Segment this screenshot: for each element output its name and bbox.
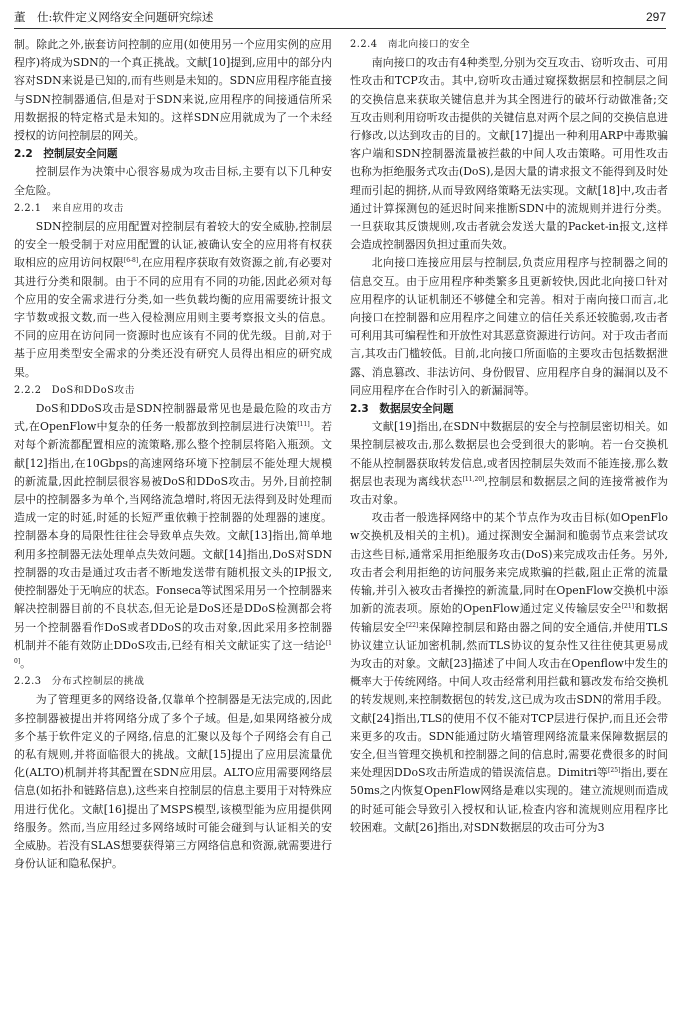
citation: [10] (14, 639, 332, 665)
running-title: 董 仕:软件定义网络安全问题研究综述 (14, 10, 214, 24)
page-number: 297 (645, 10, 666, 24)
citation: [22] (405, 621, 419, 629)
subsection-heading: 2.2.3 分布式控制层的挑战 (14, 676, 145, 688)
paragraph: DoS和DDoS攻击是SDN控制器最常见也是最危险的攻击方式,在OpenFlow中复杂的任务一般都放到控制层进行决策[11]。若对每个新流都配置相应的流策略,那么整个控制层将陷入瓶颈。文献[12]指出,在10Gbps的高速网络环境下控制层不能处理大规模的新流量,因此控制层很容易被DoS和DDoS攻击。另外,目前控制层中的控制器多为单个,当网络流急增时,将因无法得到及时处理而造成一定的时延,时延的长短严重依赖于控制器的处理器的速度。控制器本身的局限性往往会导致单点失效。文献[13]指出,简单地利用多控制器无法处理单点失效问题。文献[14]指出,DoS对SDN控制器的攻击是通过攻击者不断地发送带有随机报文头的IP报文,使控制器处于无响应的状态。Fonseca等试图采用另一个控制器来解决控制器目前的不良状态,但无论是DoS还是DDoS检测都会将另一个控制器看作DoS或者DDoS的攻击对象,因此采用多控制器机制并不能有效防止DDoS攻击,已经有相关文献证实了这一结论[10]。 (14, 402, 332, 670)
paragraph: 北向接口连接应用层与控制层,负责应用程序与控制器之间的信息交互。由于应用程序种类繁多且更新较快,因此北向接口针对应用程序的认证机制还不够健全和完善。相对于南向接口而言,北向接口在控制器和应用程序之间建立的信任关系还较脆弱,攻击者可利用其可编程性和开放性对其恶意资源进行访问。对于攻击者而言,其攻击门槛较低。目前,北向接口所面临的主要攻击包括数据泄露、消息篡改、非法访问、身份假冒、应用程序自身的漏洞以及不同应用程序在合作时引入的新漏洞等。 (350, 256, 668, 397)
citation: [6-8] (123, 257, 139, 265)
citation: [11,20] (462, 475, 485, 483)
paragraph: 南向接口的攻击有4种类型,分别为交互攻击、窃听攻击、可用性攻击和TCP攻击。其中,窃听攻击通过窥探数据层和控制层之间的交换信息来获取关键信息并为其全图进行的破坏行动做准备;交互攻击则利用窃听攻击提供的关键信息对两个层之间的交换信息进行修改,以达到攻击的目的。文献[17]提出一种利用ARP中毒欺骗客户端和SDN控制器流量被拦截的中间人攻击策略。可用性攻击也称为拒绝服务式攻击(DoS),是因大量的请求报文不能得到及时处理而引起的拥挤,从而导致网络策略无法实现。文献[18]中,攻击者通过计算探测包的延迟时间来推断SDN中的流规则并进行分类。一旦获取其反馈规则,攻击者就会发送大量的Packet-in报文,这样会造成控制器因负担过重而失效。 (350, 56, 668, 252)
subsection-heading: 2.2.2 DoS和DDoS攻击 (14, 384, 135, 396)
paragraph: 攻击者一般选择网络中的某个节点作为攻击目标(如OpenFlow交换机及相关的主机)。通过探测安全漏洞和脆弱节点来尝试攻击这些目标,通常采用拒绝服务攻击(DoS)来完成攻击任务。另外,攻击者会利用拒绝的访问服务来完成欺骗的拦截,阻止正常的流量传输,并引入被攻击者操控的新流量,同时在OpenFlow交换机中添加新的流表项。原始的OpenFlow通过定义传输层安全[21]和数据传输层安全[22]来保障控制层和路由器之间的安全通信,并使用TLS协议建立认证加密机制,然而TLS协议的复杂性又往往使其更易成为攻击的对象。文献[23]描述了中间人攻击在Openflow中发生的概率大于传统网络。中间人攻击经常利用拦截和篡改发布给交换机的转发规则,来控制数据包的转发,这已成为攻击SDN的常用手段。文献[24]指出,TLS的使用不仅不能对TCP层进行保护,而且还会带来更多的攻击。SDN能通过防火墙管理网络流量来保障数据层的安全,但当管理交换机和控制器之间的信息时,需要花费很多的时间来处理因DDoS攻击所造成的错误流信息。Dimitri等[25]指出,要在50ms之内恢复OpenFlow网络是难以实现的。建立流规则而造成的时延可能会导致引入授权和认证,检查内容和流规则应用程序比较困难。文献[26]指出,对SDN数据层的攻击可分为3 (350, 511, 668, 834)
section-heading: 2.3 数据层安全问题 (350, 403, 454, 416)
paragraph: SDN控制层的应用配置对控制层有着较大的安全威胁,控制层的安全一般受制于对应用配置的认证,被确认安全的应用将有权获取相应的应用访问权限[6-8],在应用程序获取有效资源之前,有必要对其进行分类和限制。由于不同的应用有不同的功能,因此必须对每个应用的安全需求进行分类,如一些负载均衡的应用需要统计报文字节数或报文数,而一些入侵检测应用则主要考察报文头的信息。不同的应用在访问同一资源时也应该有不同的优先级。目前,对于基于应用类型安全需求的分类还没有研究人员得出相应的研究成果。 (14, 220, 332, 379)
paragraph: 文献[19]指出,在SDN中数据层的安全与控制层密切相关。如果控制层被攻击,那么数据层也会受到很大的影响。若一台交换机不能从控制器获取转发信息,或者因控制层失效而不能连接,那么数据层也表现为离线状态[11,20],控制层和数据层之间的连接常被作为攻击对象。 (350, 420, 668, 507)
citation: [21] (621, 603, 635, 611)
paragraph: 制。除此之外,嵌套访问控制的应用(如使用另一个应用实例的应用程序)将成为SDN的一个真正挑战。文献[10]提到,应用中的部分内容对SDN来说是已知的,而有些则是未知的。SDN应用程序能直接与SDN控制器通信,但是对于SDN来说,应用程序的间接通信所采用数据报的特定格式是未知的。这样SDN应用就成为了一个未经授权的访问控制层的网关。 (14, 38, 332, 143)
citation: [11] (297, 421, 310, 429)
page-header (14, 6, 666, 29)
subsection-heading: 2.2.4 南北向接口的安全 (350, 39, 471, 50)
paragraph: 为了管理更多的网络设备,仅靠单个控制器是无法完成的,因此多控制器被提出并将网络分成了多个子域。但是,如果网络被分成多个基于软件定义的子网络,信息的汇聚以及每个子网络会有自己的私有规则,并将面临很大的挑战。文献[15]提出了应用层流量优化(ALTO)机制并将其配置在SDN应用层。ALTO应用需要网络层信息(如拓扑和链路信息),这些来自控制层的信息主要用于对特殊应用进行优化。文献[16]提出了MSPS模型,该模型能为应用提供网络服务。然而,当应用经过多网络域时可能会碰到与认证相关的安全威胁。若没有SLAS想要获得第三方网络信息和资源,就需要进行身份认证和隐私保护。 (14, 693, 332, 871)
left-column (14, 36, 332, 873)
citation: [25] (608, 767, 621, 775)
paragraph: 控制层作为决策中心很容易成为攻击目标,主要有以下几种安全危险。 (14, 165, 332, 197)
subsection-heading: 2.2.1 来自应用的攻击 (14, 202, 124, 214)
right-column (350, 36, 668, 837)
section-heading: 2.2 控制层安全问题 (14, 148, 118, 161)
